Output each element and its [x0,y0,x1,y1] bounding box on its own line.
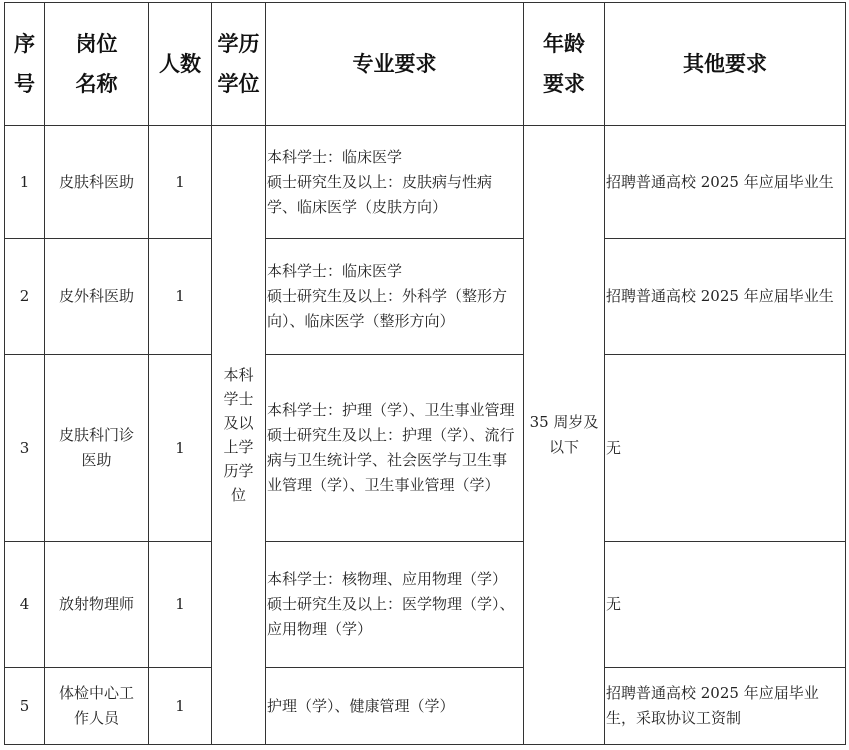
cell-count: 1 [149,668,212,745]
table-row [5,668,846,745]
table-row [5,126,846,239]
cell-major: 护理（学）、健康管理（学） [266,668,524,745]
cell-count: 1 [149,239,212,355]
cell-position: 皮肤科门诊医助 [45,355,149,542]
cell-seq: 5 [5,668,45,745]
cell-seq: 3 [5,355,45,542]
table-row [5,542,846,668]
table-row [5,355,846,542]
header-other: 其他要求 [605,3,846,126]
cell-seq: 4 [5,542,45,668]
cell-position: 皮肤科医助 [45,126,149,239]
cell-degree-shared: 本科学士及以上学历学位 [212,126,266,745]
cell-seq: 2 [5,239,45,355]
cell-major: 本科学士：护理（学）、卫生事业管理 硕士研究生及以上：护理（学）、流行病与卫生统计学、社会医学与卫生事业管理（学）、卫生事业管理（学） [266,355,524,542]
cell-position: 皮外科医助 [45,239,149,355]
cell-count: 1 [149,355,212,542]
cell-position: 体检中心工作人员 [45,668,149,745]
cell-position: 放射物理师 [45,542,149,668]
header-age: 年龄 要求 [524,3,605,126]
header-seq: 序 号 [5,3,45,126]
cell-major: 本科学士：临床医学 硕士研究生及以上：外科学（整形方向）、临床医学（整形方向） [266,239,524,355]
cell-major: 本科学士：临床医学 硕士研究生及以上：皮肤病与性病学、临床医学（皮肤方向） [266,126,524,239]
header-major: 专业要求 [266,3,524,126]
table-row [5,239,846,355]
header-row [5,3,846,126]
cell-other: 无 [605,355,846,542]
cell-other: 无 [605,542,846,668]
header-degree: 学历 学位 [212,3,266,126]
cell-count: 1 [149,542,212,668]
cell-age-shared: 35 周岁及以下 [524,126,605,745]
cell-seq: 1 [5,126,45,239]
header-position: 岗位 名称 [45,3,149,126]
recruitment-table [4,2,846,745]
cell-other: 招聘普通高校 2025 年应届毕业生，采取协议工资制 [605,668,846,745]
cell-major: 本科学士：核物理、应用物理（学） 硕士研究生及以上：医学物理（学）、应用物理（学） [266,542,524,668]
header-count: 人数 [149,3,212,126]
cell-other: 招聘普通高校 2025 年应届毕业生 [605,126,846,239]
cell-count: 1 [149,126,212,239]
cell-other: 招聘普通高校 2025 年应届毕业生 [605,239,846,355]
